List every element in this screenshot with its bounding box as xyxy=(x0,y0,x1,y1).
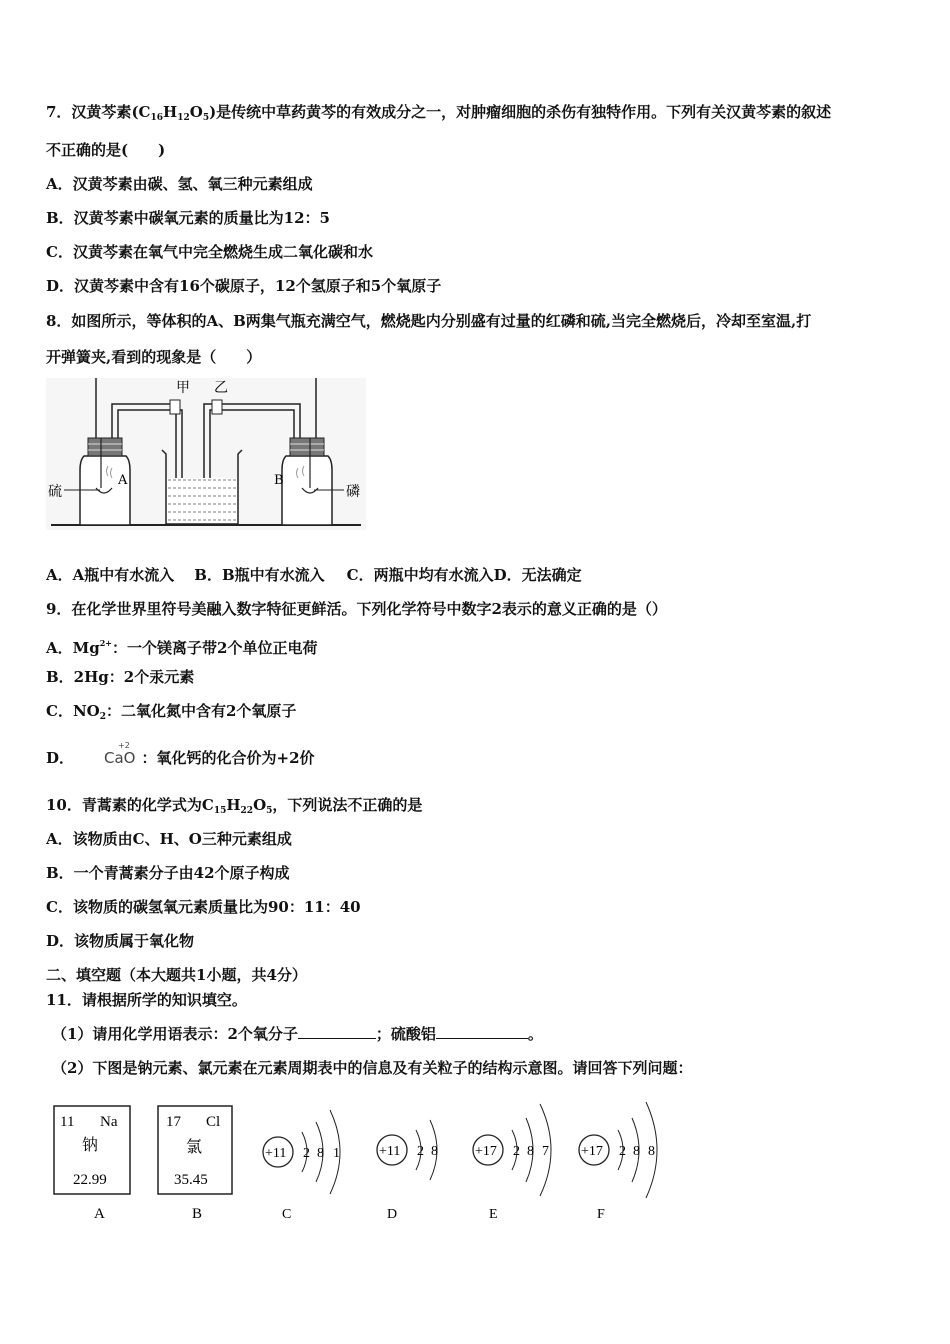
q11-part2: （2）下图是钠元素、氯元素在元素周期表中的信息及有关粒子的结构示意图。请回答下列问题： xyxy=(52,1059,693,1077)
q9-option-c: C．$NO_2$：二氧化氮中含有2个氧原子 xyxy=(46,702,297,722)
svg-text:2: 2 xyxy=(619,1144,626,1159)
svg-text:C: C xyxy=(282,1207,292,1222)
svg-text:8: 8 xyxy=(648,1144,655,1159)
svg-text:8: 8 xyxy=(431,1144,438,1159)
particle-f xyxy=(579,1102,657,1222)
q8-option-d: D．无法确定 xyxy=(493,566,582,584)
q10-option-a: A．该物质由C、H、O三种元素组成 xyxy=(46,830,292,848)
svg-text:+17: +17 xyxy=(581,1144,603,1159)
q7-option-d: D．汉黄芩素中含有16个碳原子，12个氢原子和5个氧原子 xyxy=(46,277,442,295)
q8-option-c: C．两瓶中均有水流入 xyxy=(346,566,494,584)
q7-option-b: B．汉黄芩素中碳氧元素的质量比为12：5 xyxy=(46,209,330,227)
svg-text:1: 1 xyxy=(333,1146,340,1161)
svg-text:2: 2 xyxy=(303,1146,310,1161)
label-bottle-b: B xyxy=(274,473,284,488)
particle-e xyxy=(473,1104,551,1222)
q8-options xyxy=(46,565,582,585)
q10-option-c: C．该物质的碳氢氧元素质量比为90：11：40 xyxy=(46,898,361,916)
element-card-cl xyxy=(158,1106,232,1222)
q7-stem: 7．汉黄芩素$(C_{16}H_{12}O_5)$是传统中草药黄芩的有效成分之一，对肿瘤细胞的杀伤有独特作用。下列有关汉黄芩素的叙述 xyxy=(46,103,832,123)
svg-text:D: D xyxy=(387,1207,398,1222)
svg-text:7: 7 xyxy=(542,1144,549,1159)
svg-text:A: A xyxy=(94,1206,105,1222)
q7-stem-cont: 不正确的是( ) xyxy=(46,141,166,159)
svg-text:钠: 钠 xyxy=(82,1137,99,1154)
q8-option-a: A．A瓶中有水流入 xyxy=(46,566,175,584)
q9-stem: 9．在化学世界里符号美融入数字特征更鲜活。下列化学符号中数字2表示的意义正确的是（） xyxy=(46,600,667,618)
blank-oxygen[interactable] xyxy=(298,1038,376,1039)
q9-option-d: D． +2 CaO ：氧化钙的化合价为+2价 xyxy=(46,741,315,767)
label-yi: 乙 xyxy=(214,380,228,396)
q10-stem: 10．青蒿素的化学式为$C_{15}H_{22}O_5$，下列说法不正确的是 xyxy=(46,796,423,816)
svg-text:B: B xyxy=(192,1206,203,1222)
svg-text:Na: Na xyxy=(100,1114,118,1130)
cao-formula: +2 CaO xyxy=(104,741,136,767)
q10-option-d: D．该物质属于氧化物 xyxy=(46,932,195,950)
element-card-na xyxy=(54,1106,130,1222)
blank-aluminum-sulfate[interactable] xyxy=(436,1038,528,1039)
svg-text:2: 2 xyxy=(417,1144,424,1159)
svg-text:+11: +11 xyxy=(265,1146,287,1161)
svg-text:8: 8 xyxy=(527,1144,534,1159)
particle-d xyxy=(377,1120,438,1222)
q11-part1: （1）请用化学用语表示：2个氧分子 ；硫酸铝 。 xyxy=(52,1025,543,1043)
svg-text:35.45: 35.45 xyxy=(174,1172,208,1188)
svg-text:+11: +11 xyxy=(379,1144,401,1159)
q8-stem-cont: 开弹簧夹,看到的现象是（ ） xyxy=(46,348,262,366)
q8-stem: 8．如图所示，等体积的A、B两集气瓶充满空气，燃烧匙内分别盛有过量的红磷和硫,当完全燃烧后，冷却至室温,打 xyxy=(46,312,812,330)
svg-text:17: 17 xyxy=(166,1114,181,1130)
particle-c xyxy=(263,1110,340,1222)
svg-text:8: 8 xyxy=(633,1144,640,1159)
q9-option-b: B．2Hg：2个汞元素 xyxy=(46,668,195,686)
q10-option-b: B．一个青蒿素分子由42个原子构成 xyxy=(46,864,290,882)
q9-option-a: A．$Mg^{2+}$：一个镁离子带2个单位正电荷 xyxy=(46,638,318,657)
q7-option-a: A．汉黄芩素由碳、氢、氧三种元素组成 xyxy=(46,175,313,193)
q11-stem: 11．请根据所学的知识填空。 xyxy=(46,991,247,1009)
apparatus-figure xyxy=(46,378,366,530)
label-jia: 甲 xyxy=(176,380,190,396)
label-sulfur: 硫 xyxy=(48,484,62,500)
label-phosphorus: 磷 xyxy=(346,484,360,500)
label-bottle-a: A xyxy=(118,473,128,488)
svg-text:氯: 氯 xyxy=(186,1139,203,1156)
svg-text:11: 11 xyxy=(60,1114,75,1130)
svg-text:22.99: 22.99 xyxy=(73,1172,107,1188)
element-structure-figure xyxy=(46,1096,676,1226)
svg-text:Cl: Cl xyxy=(206,1114,221,1130)
section-heading: 二、填空题（本大题共1小题，共4分） xyxy=(46,966,307,984)
svg-text:2: 2 xyxy=(513,1144,520,1159)
svg-text:+17: +17 xyxy=(475,1144,497,1159)
svg-text:8: 8 xyxy=(317,1146,324,1161)
svg-text:E: E xyxy=(489,1207,498,1222)
svg-text:F: F xyxy=(597,1207,605,1222)
q7-option-c: C．汉黄芩素在氧气中完全燃烧生成二氧化碳和水 xyxy=(46,243,373,261)
q8-option-b: B．B瓶中有水流入 xyxy=(194,566,325,584)
